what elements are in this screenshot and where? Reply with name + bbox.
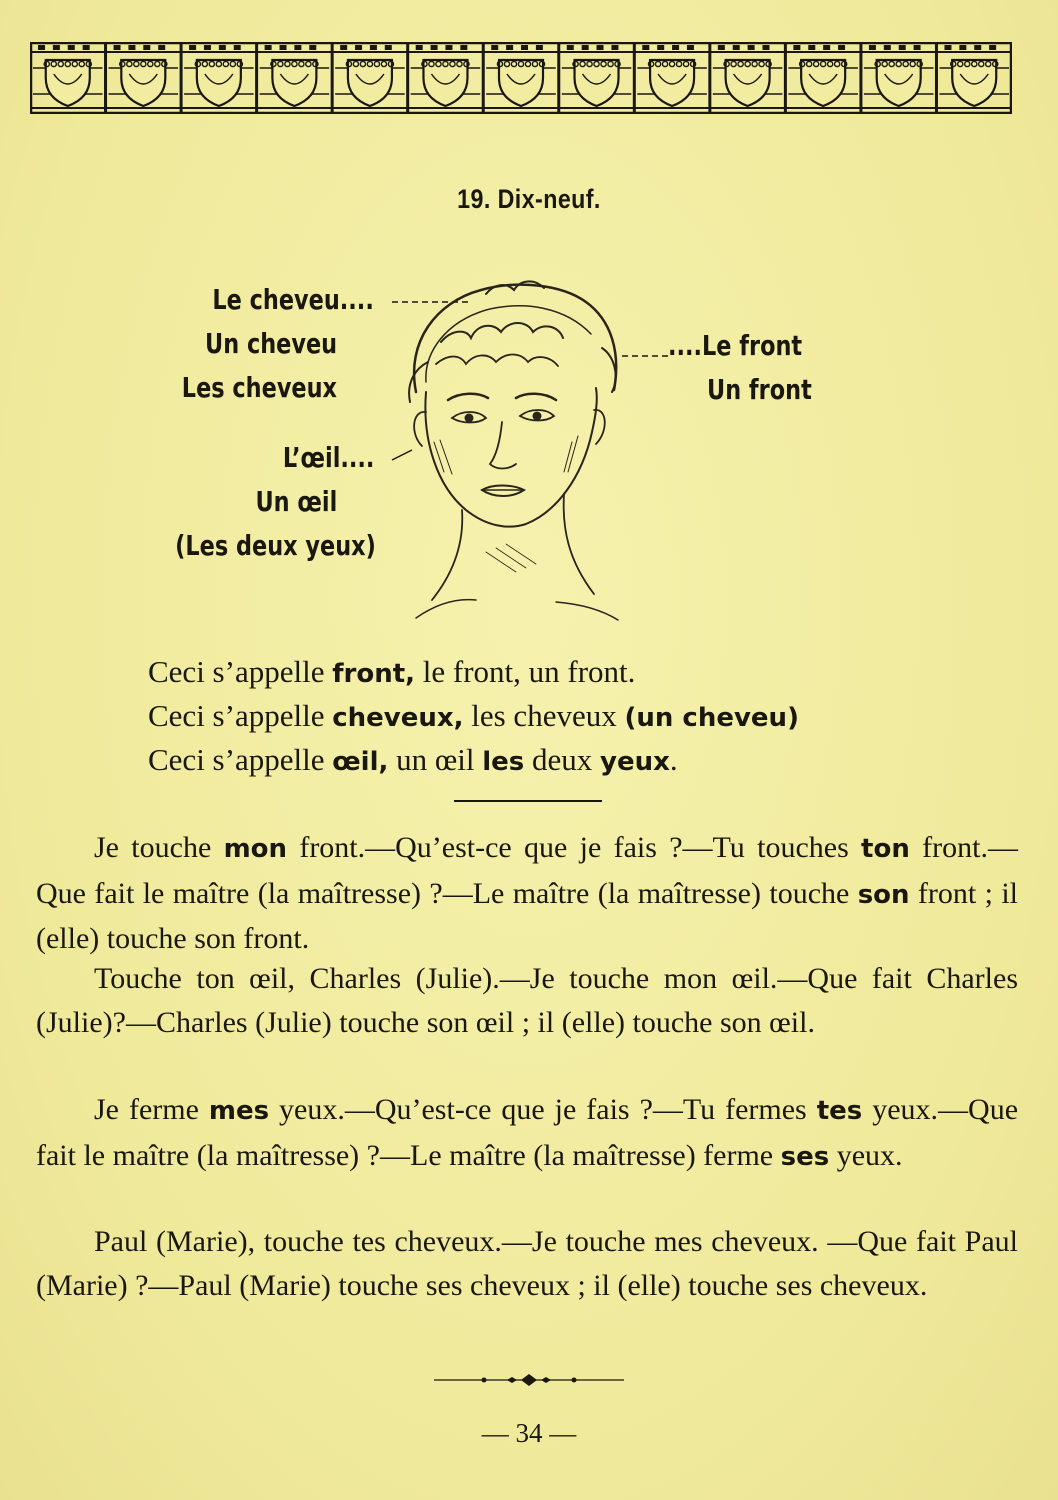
section-divider: [454, 800, 602, 802]
label-un-front: Un front: [707, 373, 812, 406]
page-number: — 34 —: [481, 1418, 577, 1448]
sentence-oeil: Ceci s’appelle œil, un œil les deux yeux.: [148, 742, 678, 777]
label-un-oeil: Un œil: [255, 485, 337, 518]
paragraph-1: Je touche mon front.—Qu’est-ce que je fais ?—Tu touches ton front.—Que fait le maître (la maîtresse) ?—Le maître (la maîtresse) touche son front ; il (elle) touche son front.: [36, 831, 1018, 955]
sentence-cheveux: Ceci s’appelle cheveux, les cheveux (un cheveu): [148, 698, 799, 733]
woman-portrait-icon: [386, 272, 646, 622]
lesson-title: 19. Dix-neuf.: [457, 184, 601, 214]
label-le-front: ....Le front: [668, 329, 803, 362]
label-les-deux-yeux: (Les deux yeux): [175, 529, 376, 562]
fleuron-ornament-icon: [434, 1372, 624, 1388]
sentence-front: Ceci s’appelle front, le front, un front.: [148, 654, 636, 689]
label-le-cheveu: Le cheveu....: [212, 283, 374, 316]
portrait-illustration: [386, 272, 646, 622]
label-les-cheveux: Les cheveux: [181, 371, 337, 404]
label-un-cheveu: Un cheveu: [204, 327, 337, 360]
label-loeil: L’œil....: [282, 441, 374, 474]
paragraph-4: Paul (Marie), touche tes cheveux.—Je touche mes cheveux. —Que fait Paul (Marie) ?—Paul (Marie) touche ses cheveux ; il (elle) touche ses cheveux.: [36, 1225, 1018, 1302]
paragraph-3: Je ferme mes yeux.—Qu’est-ce que je fais ?—Tu fermes tes yeux.—Que fait le maître (la maîtresse) ?—Le maître (la maîtresse) ferme ses yeux.: [36, 1093, 1019, 1172]
paragraph-2: Touche ton œil, Charles (Julie).—Je touche mon œil.—Que fait Charles (Julie)?—Charles (Julie) touche son œil ; il (elle) touche son œil.: [36, 962, 1018, 1039]
